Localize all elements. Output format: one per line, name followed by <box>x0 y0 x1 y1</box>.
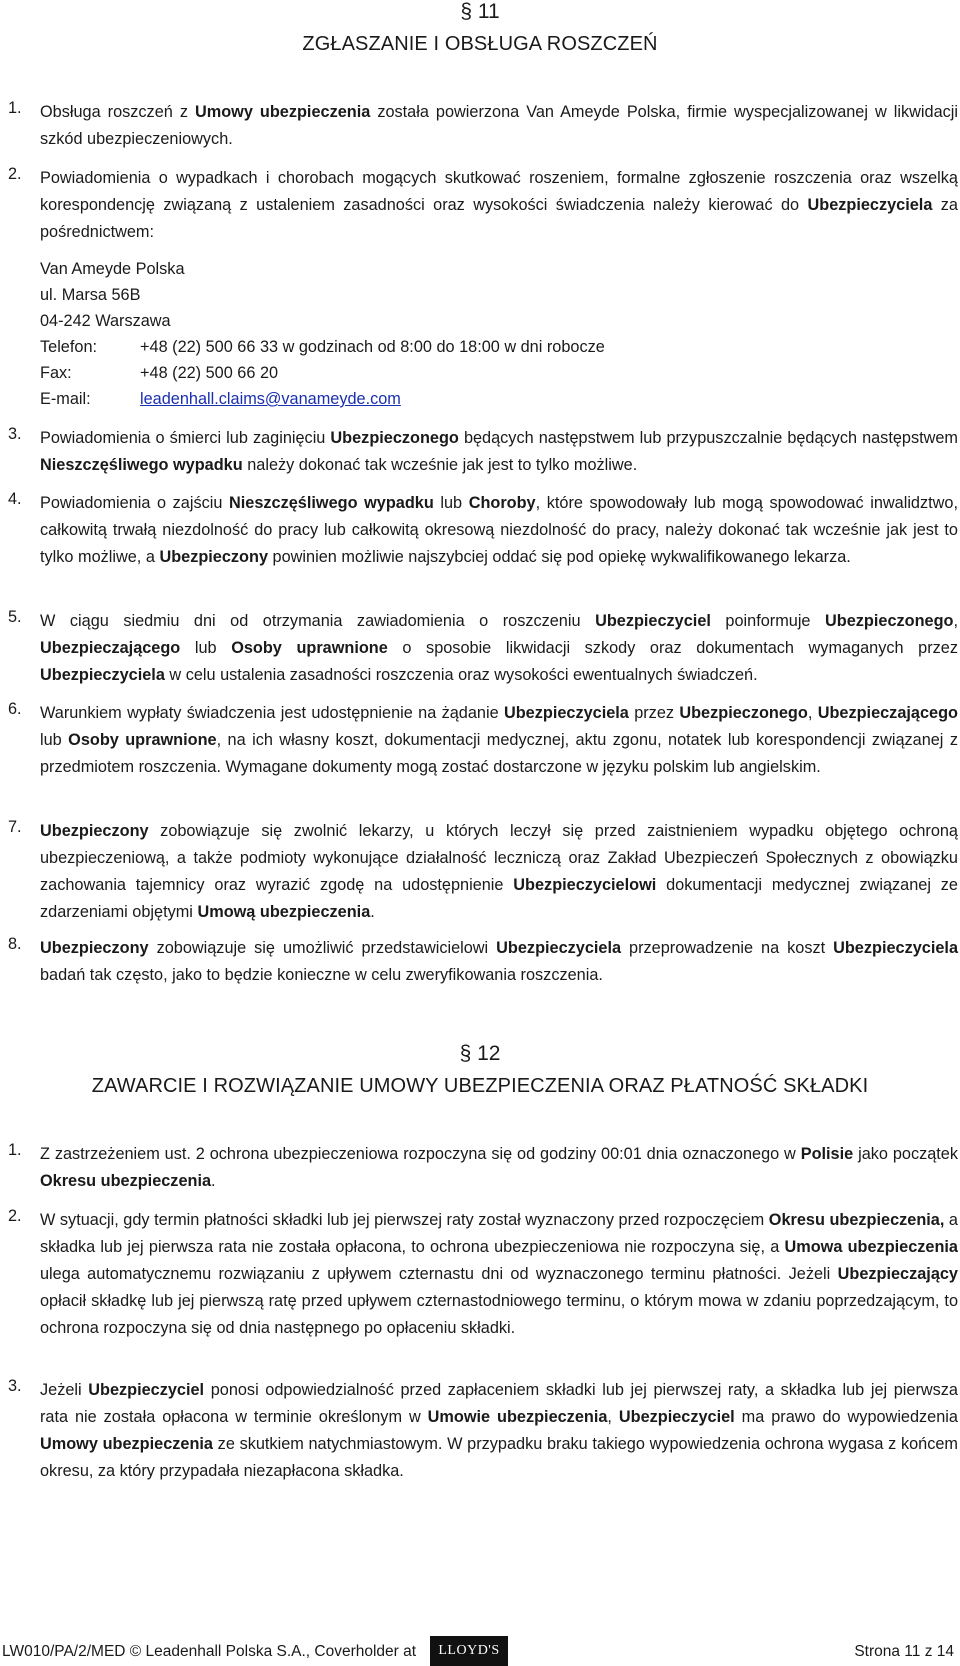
item-number: 2. <box>8 1207 22 1225</box>
item-number: 3. <box>8 1377 22 1395</box>
item-text: Z zastrzeżeniem ust. 2 ochrona ubezpieczeniowa rozpoczyna się od godziny 00:01 dnia oznaczonego w Polisie jako początek Okresu ubezpieczenia. <box>40 1145 958 1190</box>
street: ul. Marsa 56B <box>40 286 141 304</box>
page-footer <box>0 1643 960 1665</box>
phone-row: Telefon: +48 (22) 500 66 33 w godzinach od 8:00 do 18:00 w dni robocze <box>40 338 605 356</box>
item-text: Powiadomienia o wypadkach i chorobach mogących skutkować roszeniem, formalne zgłoszenie roszczenia oraz wszelką korespondencję związaną z ustaleniem zasadności oraz wysokości świadczenia należy kierować do Ubezpieczyciela za pośrednictwem: <box>40 169 958 241</box>
item-number: 4. <box>8 490 22 508</box>
item-text: Ubezpieczony zobowiązuje się zwolnić lekarzy, u których leczył się przed zaistnieniem wypadku objętego ochroną ubezpieczeniową, a także podmioty wykonujące działalność leczniczą oraz Zakład Ubezpieczeń Społecznych z obowiązku zachowania tajemnicy oraz wyrazić zgodę na udostępnienie Ubezpieczycielowi dokumentacji medycznej związanej ze zdarzeniami objętymi Umową ubezpieczenia. <box>40 822 958 921</box>
section-12-title: ZAWARCIE I ROZWIĄZANIE UMOWY UBEZPIECZENIA ORAZ PŁATNOŚĆ SKŁADKI <box>91 1075 869 1097</box>
item-number: 6. <box>8 700 22 718</box>
item-text: Ubezpieczony zobowiązuje się umożliwić przedstawicielowi Ubezpieczyciela przeprowadzenie na koszt Ubezpieczyciela badań tak często, jako to będzie konieczne w celu zweryfikowania roszczenia. <box>40 939 958 984</box>
footer-copyright: LW010/PA/2/MED © Leadenhall Polska S.A., Coverholder at <box>2 1643 417 1660</box>
item-number: 8. <box>8 935 22 953</box>
item-text: W sytuacji, gdy termin płatności składki lub jej pierwszej raty został wyznaczony przed rozpoczęciem Okresu ubezpieczenia, a składka lub jej pierwsza rata nie została opłacona, to ochrona ubezpieczeniowa nie rozpoczyna się, a Umowa ubezpieczenia ulega automatycznemu rozwiązaniu z upływem czternastu dni od wyznaczonego terminu płatności. Jeżeli Ubezpieczający opłacił składkę lub jej pierwszą ratę przed upływem czternastodniowego terminu, o którym mowa w zdaniu poprzedzającym, to ochrona rozpoczyna się od dnia następnego po opłaceniu składki. <box>40 1211 958 1337</box>
item-text: Powiadomienia o zajściu Nieszczęśliwego wypadku lub Choroby, które spowodowały lub mogą spowodować inwalidztwo, całkowitą trwałą niezdolność do pracy lub całkowitą okresową niezdolność do pracy, należy dokonać tak wcześnie jak jest to tylko możliwe, a Ubezpieczony powinien możliwie najszybciej oddać się pod opiekę wykwalifikowanego lekarza. <box>40 494 958 566</box>
item-number: 1. <box>8 99 22 117</box>
item-number: 7. <box>8 818 22 836</box>
item-text: Obsługa roszczeń z Umowy ubezpieczenia została powierzona Van Ameyde Polska, firmie wyspecjalizowanej w likwidacji szkód ubezpieczeniowych. <box>40 103 958 148</box>
item-number: 3. <box>8 425 22 443</box>
item-text: Jeżeli Ubezpieczyciel ponosi odpowiedzialność przed zapłaceniem składki lub jej pierwszej raty, a składka lub jej pierwsza rata nie została opłacona w terminie określonym w Umowie ubezpieczenia, Ubezpieczyciel ma prawo do wypowiedzenia Umowy ubezpieczenia ze skutkiem natychmiastowym. W przypadku braku takiego wypowiedzenia ochrona wygasa z końcem okresu, za który przypadała niezapłacona składka. <box>40 1381 958 1480</box>
email-row: E-mail: leadenhall.claims@vanameyde.com <box>40 390 401 408</box>
company-name: Van Ameyde Polska <box>40 260 185 278</box>
city: 04-242 Warszawa <box>40 312 171 330</box>
item-text: Powiadomienia o śmierci lub zaginięciu Ubezpieczonego będących następstwem lub przypuszczalnie będących następstwem Nieszczęśliwego wypadku należy dokonać tak wcześnie jak jest to tylko możliwe. <box>40 429 958 474</box>
claims-address-block <box>40 256 605 412</box>
fax-row: Fax: +48 (22) 500 66 20 <box>40 364 279 382</box>
section-12-number: § 12 <box>459 1042 501 1065</box>
item-number: 5. <box>8 608 22 626</box>
page-number: Strona 11 z 14 <box>854 1643 954 1660</box>
section-11-number: § 11 <box>460 0 500 23</box>
section-11-title: ZGŁASZANIE I OBSŁUGA ROSZCZEŃ <box>302 33 658 55</box>
item-text: W ciągu siedmiu dni od otrzymania zawiadomienia o roszczeniu Ubezpieczyciel poinformuje Ubezpieczonego, Ubezpieczającego lub Osoby uprawnione o sposobie likwidacji szkody oraz dokumentach wymaganych przez Ubezpieczyciela w celu ustalenia zasadności roszczenia oraz wysokości ewentualnych świadczeń. <box>40 612 959 684</box>
item-number: 2. <box>8 165 22 183</box>
item-number: 1. <box>8 1141 22 1159</box>
email-link[interactable]: leadenhall.claims@vanameyde.com <box>140 390 401 408</box>
item-text: Warunkiem wypłaty świadczenia jest udostępnienie na żądanie Ubezpieczyciela przez Ubezpieczonego, Ubezpieczającego lub Osoby uprawnione, na ich własny koszt, dokumentacji medycznej, aktu zgonu, notatek lub korespondencji związanej z przedmiotem roszczenia. Wymagane dokumenty mogą zostać dostarczone w języku polskim lub angielskim. <box>40 704 958 776</box>
lloyds-logo: LLOYD'S <box>430 1636 508 1666</box>
